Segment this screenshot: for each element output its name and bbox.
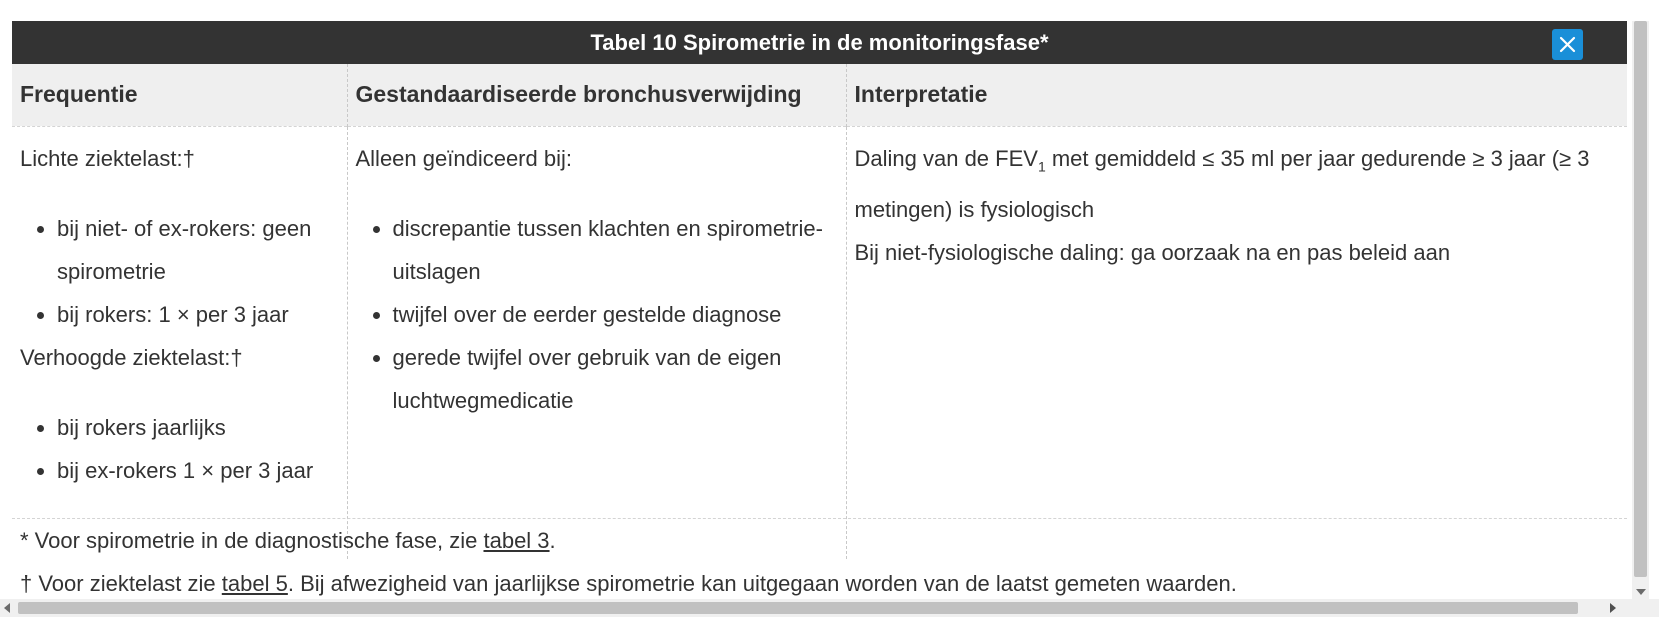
close-button[interactable] xyxy=(1552,29,1583,60)
scroll-right-arrow-icon[interactable] xyxy=(1610,603,1616,613)
interpretation-rest: met gemiddeld ≤ 35 ml per jaar gedurende ≥ 3 jaar (≥ 3 metingen) is fysiologisch xyxy=(854,145,1590,222)
footnote-1-text: * Voor spirometrie in de diagnostische fase, zie xyxy=(20,528,484,553)
close-icon xyxy=(1559,36,1576,53)
scroll-left-arrow-icon[interactable] xyxy=(4,603,10,613)
list-item: • discrepantie tussen klachten en spirometrie-uitslagen xyxy=(393,207,838,293)
list-item: • bij niet- of ex-rokers: geen spirometrie xyxy=(57,207,339,293)
cell-frequentie xyxy=(12,126,347,559)
footnote-2 xyxy=(20,562,1627,599)
tabel-5-link[interactable]: tabel 5 xyxy=(221,571,288,596)
vertical-scrollbar[interactable] xyxy=(1632,21,1649,599)
table-footnotes xyxy=(12,518,1627,599)
modal-title-bar xyxy=(12,21,1627,64)
bronchus-intro: Alleen geïndiceerd bij: xyxy=(355,145,572,171)
table-modal xyxy=(12,21,1627,599)
fev-text: Daling van de FEV xyxy=(854,145,1038,171)
light-burden-list xyxy=(20,207,339,336)
footnote-1-end: . xyxy=(549,528,556,553)
list-item: • gerede twijfel over gebruik van de eigen luchtwegmedicatie xyxy=(393,336,838,422)
cell-interpretatie xyxy=(846,126,1627,559)
list-item: • twijfel over de eerder gestelde diagnose xyxy=(393,293,838,336)
modal-title: Tabel 10 Spirometrie in de monitoringsfase* xyxy=(590,30,1049,55)
table-row xyxy=(12,126,1627,559)
footnote-2-text: † Voor ziektelast zie xyxy=(20,571,222,596)
horizontal-scroll-thumb[interactable] xyxy=(18,602,1578,614)
bronchus-list xyxy=(356,207,838,422)
high-burden-label: Verhoogde ziektelast:† xyxy=(20,344,243,370)
header-interpretatie: Interpretatie xyxy=(846,64,1627,126)
list-item: • bij rokers jaarlijks xyxy=(57,406,339,449)
cell-bronchusverwijding xyxy=(347,126,846,559)
table-header-row xyxy=(12,64,1627,126)
footnote-1 xyxy=(20,519,1627,562)
list-item: • bij ex-rokers 1 × per 3 jaar xyxy=(57,449,339,492)
vertical-scroll-thumb[interactable] xyxy=(1634,21,1647,577)
tabel-3-link[interactable]: tabel 3 xyxy=(483,528,550,553)
interpretation-line-1 xyxy=(855,137,1620,231)
high-burden-list xyxy=(20,406,339,492)
horizontal-scrollbar[interactable] xyxy=(0,599,1659,617)
header-frequentie: Frequentie xyxy=(12,64,347,126)
footnote-2-end: . Bij afwezigheid van jaarlijkse spirometrie kan uitgegaan worden van de laatst gemeten waarden. xyxy=(287,571,1237,596)
interpretation-line-2: Bij niet-fysiologische daling: ga oorzaak na en pas beleid aan xyxy=(854,239,1451,265)
scroll-down-arrow-icon[interactable] xyxy=(1636,589,1646,595)
light-burden-label: Lichte ziektelast:† xyxy=(20,145,195,171)
spirometry-table xyxy=(12,64,1627,559)
list-item: • bij rokers: 1 × per 3 jaar xyxy=(57,293,339,336)
fev-subscript: 1 xyxy=(1037,157,1046,174)
header-bronchusverwijding: Gestandaardiseerde bronchusverwijding xyxy=(347,64,846,126)
